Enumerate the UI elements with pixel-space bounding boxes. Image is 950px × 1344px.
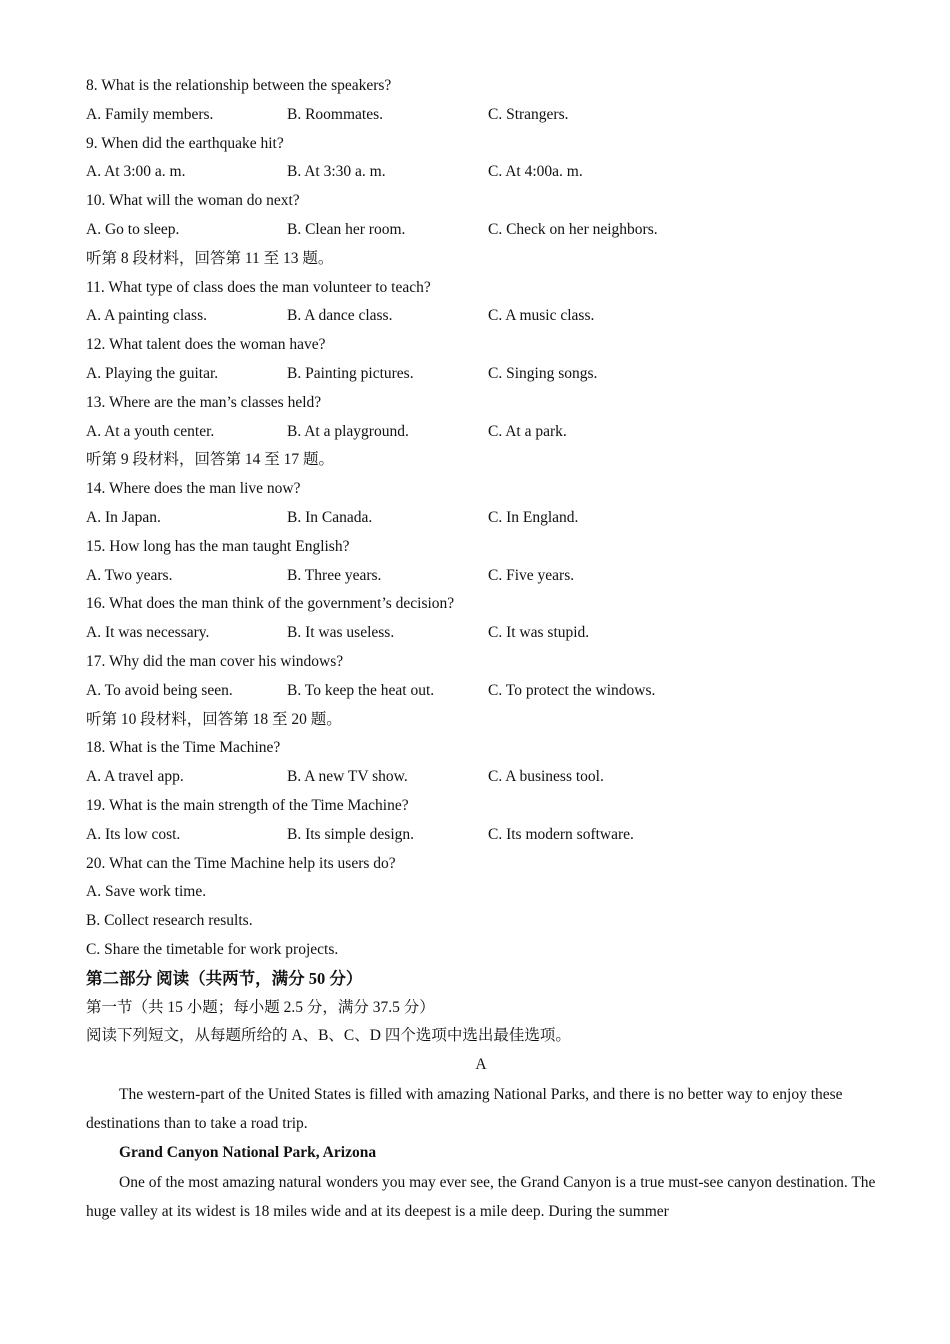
option-b: B. To keep the heat out.	[287, 681, 435, 699]
passage-intro: The western-part of the United States is filled with amazing National Parks, and there is no better way to enjoy these destinations than to take a road trip.	[86, 1085, 843, 1133]
option-c: C. To protect the windows.	[488, 681, 656, 699]
option-a: A. Go to sleep.	[86, 220, 180, 238]
content-block	[86, 72, 876, 1226]
options-16	[86, 619, 876, 648]
passage-label: A	[475, 1056, 487, 1074]
question-10: 10. What will the woman do next?	[86, 192, 300, 210]
option-b: B. Roommates.	[287, 105, 384, 123]
question-13: 13. Where are the man’s classes held?	[86, 393, 322, 411]
question-9: 9. When did the earthquake hit?	[86, 134, 284, 152]
option-b: B. A dance class.	[287, 307, 393, 325]
instruction-segment-8: 听第 8 段材料，回答第 11 至 13 题。	[86, 249, 334, 267]
option-c: C. At 4:00a. m.	[488, 163, 583, 181]
option-c: C. It was stupid.	[488, 624, 590, 642]
options-19	[86, 821, 876, 850]
question-8: 8. What is the relationship between the speakers?	[86, 77, 392, 94]
option-c: C. In England.	[488, 508, 579, 526]
instruction-segment-10: 听第 10 段材料，回答第 18 至 20 题。	[86, 710, 342, 728]
option-a: A. A painting class.	[86, 307, 207, 325]
option-c: C. Singing songs.	[488, 364, 598, 382]
option-c: C. At a park.	[488, 422, 567, 440]
option-b: B. Painting pictures.	[287, 364, 414, 382]
passage-subheading: Grand Canyon National Park, Arizona	[119, 1144, 377, 1162]
options-13	[86, 418, 876, 447]
option-c: C. A music class.	[488, 307, 595, 325]
options-15	[86, 562, 876, 591]
options-12	[86, 360, 876, 389]
option-b: B. In Canada.	[287, 508, 373, 526]
option-b: B. It was useless.	[287, 624, 395, 642]
options-18	[86, 763, 876, 792]
option-c: C. Share the timetable for work projects.	[86, 940, 339, 958]
options-10	[86, 216, 876, 245]
question-18: 18. What is the Time Machine?	[86, 739, 281, 757]
option-b: B. Clean her room.	[287, 220, 406, 238]
option-b: B. At a playground.	[287, 422, 409, 440]
option-a: A. In Japan.	[86, 508, 161, 526]
options-11	[86, 302, 876, 331]
instruction-segment-9: 听第 9 段材料，回答第 14 至 17 题。	[86, 451, 335, 469]
option-a: A. To avoid being seen.	[86, 681, 233, 699]
option-c: C. Strangers.	[488, 105, 569, 123]
option-c: C. Five years.	[488, 566, 575, 584]
question-20: 20. What can the Time Machine help its users do?	[86, 854, 396, 872]
option-c: C. Its modern software.	[488, 825, 634, 843]
option-a: A. Its low cost.	[86, 825, 181, 843]
options-8	[86, 101, 876, 130]
option-a: A. It was necessary.	[86, 624, 210, 642]
option-c: C. A business tool.	[488, 768, 604, 786]
option-b: B. Collect research results.	[86, 912, 253, 930]
question-15: 15. How long has the man taught English?	[86, 537, 350, 555]
options-14	[86, 504, 876, 533]
option-b: B. A new TV show.	[287, 768, 408, 786]
passage-body: One of the most amazing natural wonders you may ever see, the Grand Canyon is a true must-see canyon destination. The huge valley at its widest is 18 miles wide and at its deepest is a mile deep. During the summer	[86, 1173, 876, 1221]
question-17: 17. Why did the man cover his windows?	[86, 652, 344, 670]
option-c: C. Check on her neighbors.	[488, 220, 658, 238]
option-a: A. Family members.	[86, 105, 214, 123]
option-a: A. Save work time.	[86, 883, 207, 901]
question-11: 11. What type of class does the man volunteer to teach?	[86, 278, 431, 296]
options-17	[86, 677, 876, 706]
options-9	[86, 158, 876, 187]
option-b: B. Three years.	[287, 566, 382, 584]
option-b: B. At 3:30 a. m.	[287, 163, 386, 181]
option-b: B. Its simple design.	[287, 825, 415, 843]
section1-heading: 第一节（共 15 小题；每小题 2.5 分，满分 37.5 分）	[86, 998, 435, 1016]
part2-title: 第二部分 阅读（共两节，满分 50 分）	[86, 968, 363, 988]
option-a: A. Two years.	[86, 566, 173, 584]
question-14: 14. Where does the man live now?	[86, 480, 301, 498]
question-16: 16. What does the man think of the government’s decision?	[86, 595, 455, 613]
option-a: A. A travel app.	[86, 768, 184, 786]
option-a: A. Playing the guitar.	[86, 364, 219, 382]
question-19: 19. What is the main strength of the Time Machine?	[86, 796, 409, 814]
question-12: 12. What talent does the woman have?	[86, 336, 326, 354]
option-a: A. At a youth center.	[86, 422, 215, 440]
reading-directions: 阅读下列短文，从每题所给的 A、B、C、D 四个选项中选出最佳选项。	[86, 1027, 571, 1045]
option-a: A. At 3:00 a. m.	[86, 163, 186, 181]
